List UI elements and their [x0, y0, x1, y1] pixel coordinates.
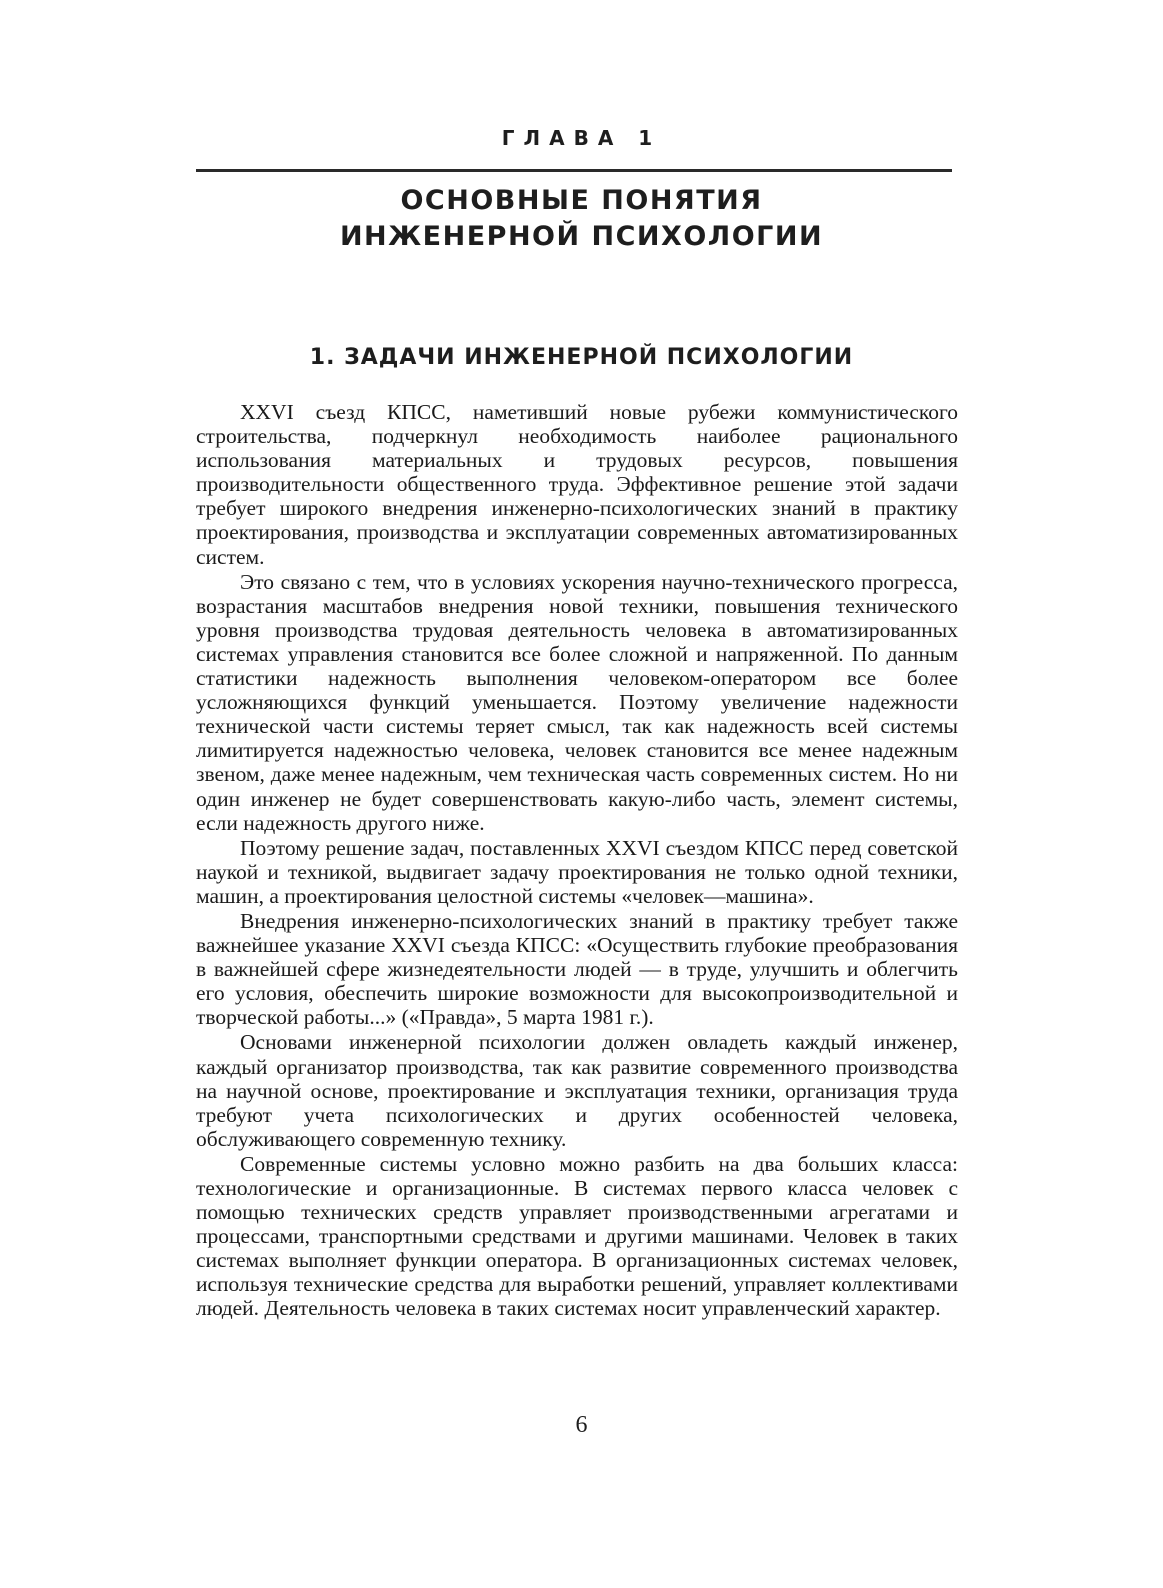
header-rule	[196, 169, 952, 172]
section-title: 1. ЗАДАЧИ ИНЖЕНЕРНОЙ ПСИХОЛОГИИ	[309, 345, 854, 370]
page-number: 6	[575, 1412, 588, 1438]
paragraph-1: XXVI съезд КПСС, наметивший новые рубежи коммунистического строительства, подчеркнул необходимость наиболее рационального использования материальных и трудовых ресурсов, повышения производительности общественного труда. Эффективное решение этой задачи требует широкого внедрения инженерно-психологических знаний в практику проектирования, производства и эксплуатации современных автоматизированных систем.	[196, 400, 958, 569]
paragraph-3: Поэтому решение задач, поставленных XXVI съездом КПСС перед советской наукой и техникой, выдвигает задачу проектирования не только одной техники, машин, а проектирования целостной системы «человек—машина».	[196, 835, 958, 908]
chapter-title-line-2: ИНЖЕНЕРНОЙ ПСИХОЛОГИИ	[339, 221, 824, 252]
chapter-label: ГЛАВА 1	[501, 126, 662, 150]
paragraph-5: Основами инженерной психологии должен овладеть каждый инженер, каждый организатор производства, так как развитие современного производства на научной основе, проектирование и эксплуатация техники, организация труда требуют учета психологических и других особенностей человека, обслуживающего современную технику.	[196, 1030, 958, 1151]
paragraph-4: Внедрения инженерно-психологических знаний в практику требует также важнейшее указание XXVI съезда КПСС: «Осуществить глубокие преобразования в важнейшей сфере жизнедеятельности людей — в труде, улучшить и облегчить его условия, обеспечить широкие возможности для высокопроизводительной и творческой работы...» («Правда», 5 марта 1981 г.).	[196, 908, 958, 1030]
chapter-title-line-1: ОСНОВНЫЕ ПОНЯТИЯ	[400, 185, 763, 216]
paragraph-6: Современные системы условно можно разбить на два больших класса: технологические и организационные. В системах первого класса человек с помощью технических средств управляет производственными агрегатами и процессами, транспортными средствами и другими машинами. Человек в таких системах выполняет функции оператора. В организационных системах человек, используя технические средства для выработки решений, управляет коллективами людей. Деятельность человека в таких системах носит управленческий характер.	[196, 1151, 958, 1321]
body-text	[196, 400, 958, 1322]
chapter-title	[0, 183, 1163, 255]
paragraph-2: Это связано с тем, что в условиях ускорения научно-технического прогресса, возрастания масштабов внедрения новой техники, повышения технического уровня производства трудовая деятельность человека в автоматизированных системах управления становится все более сложной и напряженной. По данным статистики надежность выполнения человеком-оператором все более усложняющихся функций уменьшается. Поэтому увеличение надежности технической части системы теряет смысл, так как надежность всей системы лимитируется надежностью человека, человек становится все менее надежным звеном, даже менее надежным, чем техническая часть современных систем. Но ни один инженер не будет совершенствовать какую-либо часть, элемент системы, если надежность другого ниже.	[196, 569, 958, 835]
